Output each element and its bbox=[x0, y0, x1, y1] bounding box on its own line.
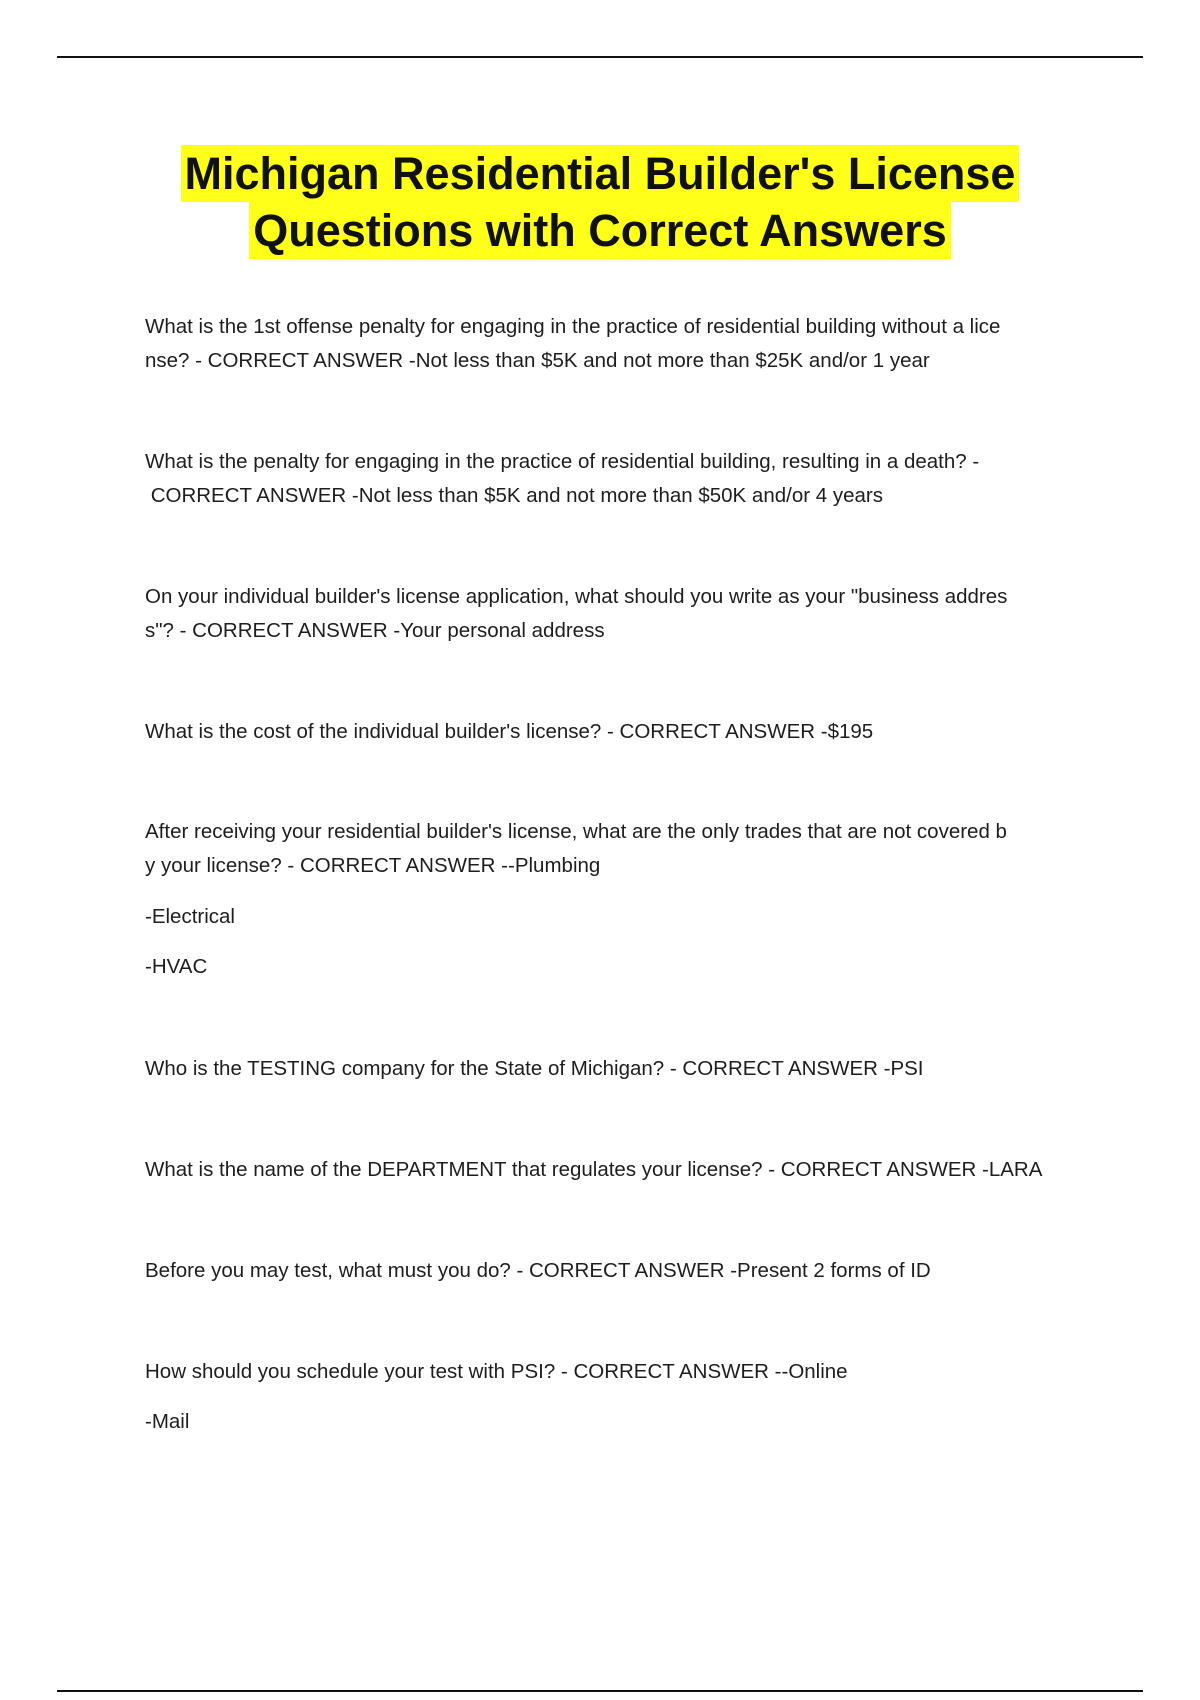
question-line: Who is the TESTING company for the State of Michigan? - CORRECT ANSWER -PSI bbox=[145, 1057, 924, 1080]
qa-item bbox=[145, 310, 1090, 378]
qa-item bbox=[145, 445, 1090, 513]
question-line: What is the 1st offense penalty for engaging in the practice of residential building without a lice bbox=[145, 315, 1001, 338]
qa-item bbox=[145, 1052, 1090, 1086]
bottom-rule bbox=[57, 1690, 1143, 1692]
question-line: CORRECT ANSWER -Not less than $5K and not more than $50K and/or 4 years bbox=[145, 484, 883, 507]
qa-item bbox=[145, 1153, 1090, 1187]
question-line: After receiving your residential builder's license, what are the only trades that are not covered b bbox=[145, 820, 1007, 843]
qa-item bbox=[145, 1254, 1090, 1288]
qa-item bbox=[145, 580, 1090, 648]
qa-item bbox=[145, 1355, 1090, 1389]
qa-item bbox=[145, 815, 1090, 883]
question-line: What is the name of the DEPARTMENT that regulates your license? - CORRECT ANSWER -LARA bbox=[145, 1158, 1043, 1181]
question-line: Before you may test, what must you do? - CORRECT ANSWER -Present 2 forms of ID bbox=[145, 1259, 931, 1282]
question-line: How should you schedule your test with PSI? - CORRECT ANSWER --Online bbox=[145, 1360, 848, 1383]
answer-list-item: -Electrical bbox=[145, 905, 235, 928]
qa-item bbox=[145, 715, 1090, 749]
title-line-1: Michigan Residential Builder's License bbox=[181, 145, 1020, 202]
question-line: What is the cost of the individual builder's license? - CORRECT ANSWER -$195 bbox=[145, 720, 874, 743]
question-line: s"? - CORRECT ANSWER -Your personal address bbox=[145, 619, 605, 642]
question-line: What is the penalty for engaging in the practice of residential building, resulting in a death? - bbox=[145, 450, 980, 473]
question-line: y your license? - CORRECT ANSWER --Plumbing bbox=[145, 854, 601, 877]
document-title bbox=[0, 145, 1200, 259]
answer-list-item: -HVAC bbox=[145, 955, 208, 978]
question-line: nse? - CORRECT ANSWER -Not less than $5K and not more than $25K and/or 1 year bbox=[145, 349, 930, 372]
question-line: On your individual builder's license application, what should you write as your "business addres bbox=[145, 585, 1008, 608]
answer-list-item: -Mail bbox=[145, 1410, 190, 1433]
title-line-2: Questions with Correct Answers bbox=[249, 202, 950, 259]
top-rule bbox=[57, 56, 1143, 58]
